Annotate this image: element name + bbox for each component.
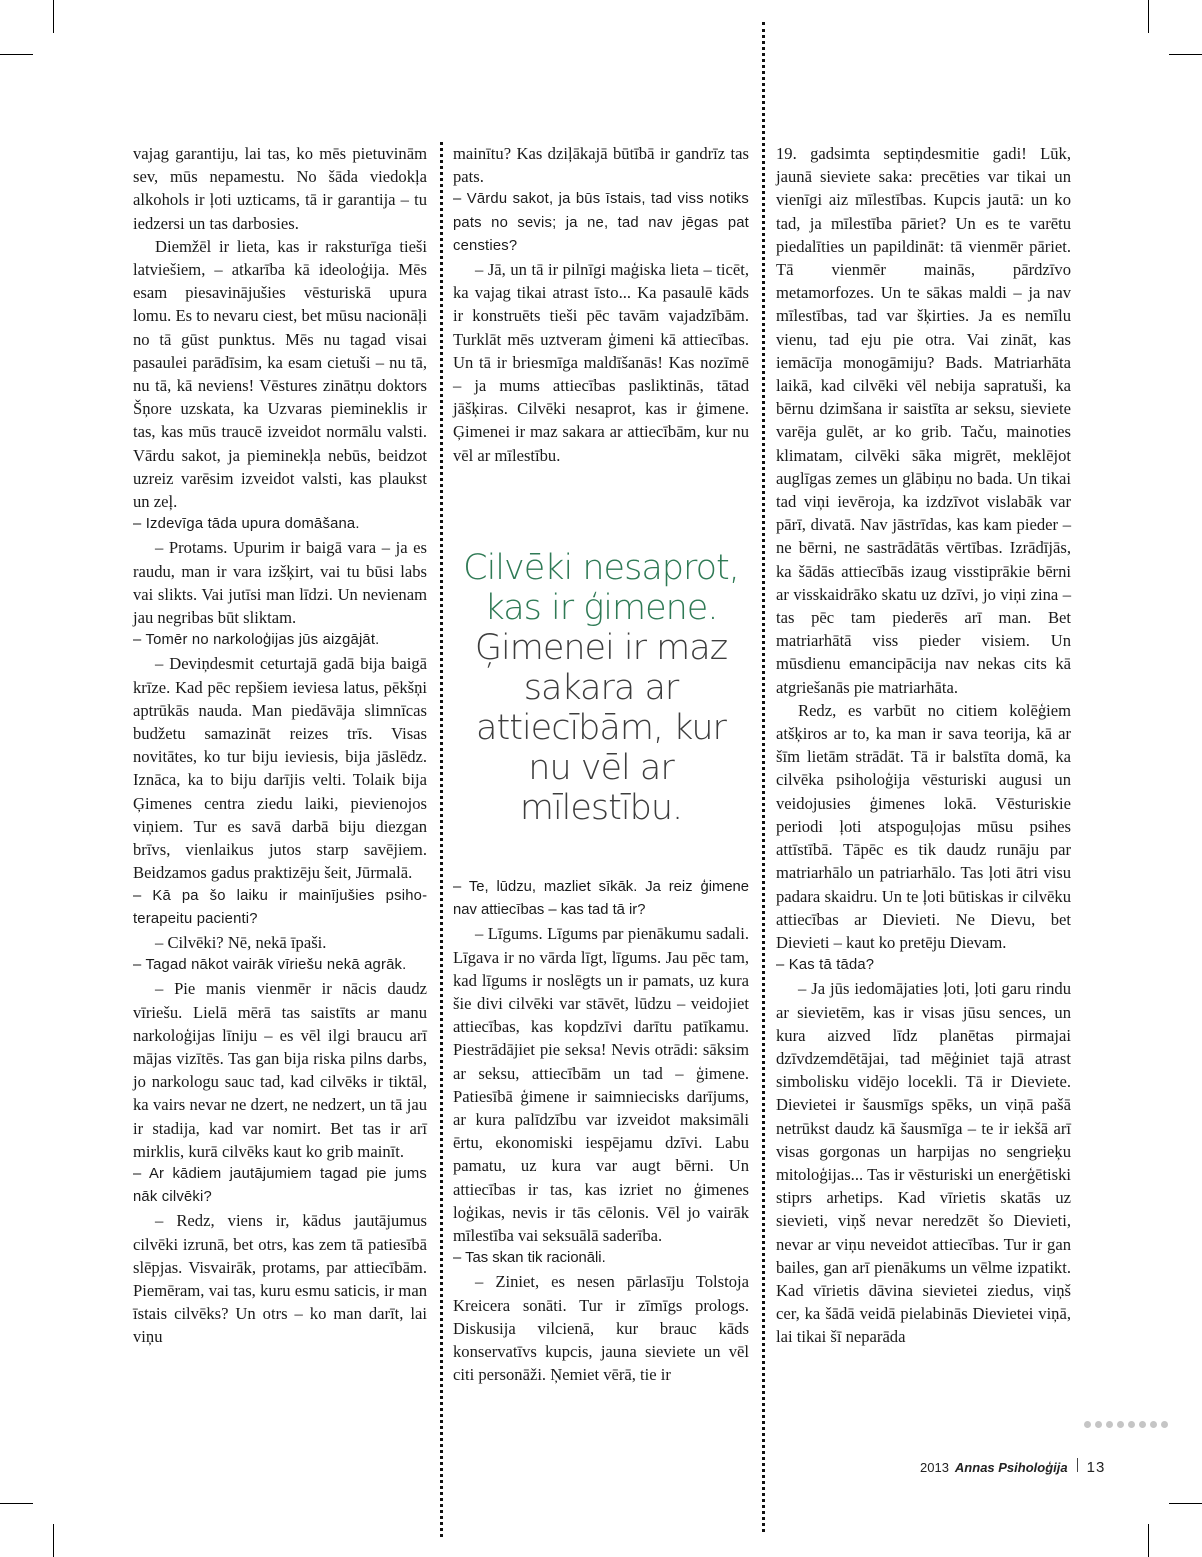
crop-mark — [53, 0, 54, 33]
paragraph: vajag garantiju, lai tas, ko mēs pietuvinām sev, mūs nepamestu. No šāda viedokļa alkohols ir ļoti uzticams, tā ir garantija – tu iedzersi un tas darbosies. — [133, 144, 427, 233]
interview-question: – Izdevīga tāda upura domāšana. — [133, 513, 427, 536]
interview-question: – Tagad nākot vairāk vīriešu nekā agrāk. — [133, 954, 427, 977]
dot — [1139, 1421, 1146, 1428]
crop-mark — [1148, 1524, 1149, 1557]
paragraph: – Ja jūs iedomājaties ļoti, ļoti garu rindu ar sievietēm, kas ir visas jūsu sences, un kura aizved līdz planētas pirmajai dzīvdzemdētājai, tad mēģiniet tajā atrast simbolisku vidējo locekli. Tā ir Dieviete. Dievietei ir šausmīgs spēks, un viņā pašā netrūkst daudz kā šausmīga – te ir iekšā arī visas gorgonas un harpijas no sengrieķu mitoloģijas... Tas ir vēsturiski un enerģētiski stiprs arhetips. Kad vīrietis skatās uz sievieti, viņš nevar neredzēt šo Dievieti, nevar ar viņu neveidot attiecības. Tur ir gan bailes, gan arī pienākums un vēlme izpatikt. Kad vīrietis dāvina sievietei ziedus, viņš cer, ka šādā veidā pielabinās Dievietei viņā, lai tikai šī neparāda — [776, 979, 1071, 1347]
crop-mark — [1148, 0, 1149, 33]
crop-mark — [53, 1524, 54, 1557]
crop-mark — [1169, 54, 1202, 55]
page-number: 13 — [1086, 1459, 1106, 1476]
interview-question: – Vārdu sakot, ja būs īstais, tad viss notiks pats no sevis; ja ne, tad nav jēgas pat censties? — [453, 188, 749, 258]
interview-question: – Ar kādiem jautājumiem tagad pie jums nāk cilvēki? — [133, 1163, 427, 1209]
paragraph: mainītu? Kas dziļākajā būtībā ir gandrīz tas pats. — [453, 144, 749, 187]
paragraph: 19. gadsimta septiņdesmitie gadi! Lūk, jaunā sieviete saka: precēties var tikai un vienīgi aiz mīlestības. Kupcis jautā: un ko tad, ja mīlestība pāriet? Un es te varētu piedalīties un papildināt: tā vienmēr pāriet. Tā vienmēr mainās, pārdzīvo metamorfozes. Un te sākas maldi – ja nav mīlestības, tad var šķirties. Ja es nemīlu vienu, tad eju pie otra. Vai zināt, kas iemācīja monogāmiju? Bads. Matriarhāta laikā, kad cilvēki vēl nebija sapratuši, ka bērnu dzimšana ir saistīta ar seksu, sieviete varēja gulēt, ar ko grib. Taču, mainoties klimatam, cilvēki sāka migrēt, meklējot auglīgas zemes un glābiņu no bada. Un tikai tad viņi ievēroja, ka izdzīvot vislabāk var pārī, divatā. Nav jāstrīdas, kas kam pieder – ne bērni, ne sastrādātās vērtības. Izrādījās, ka šādās attiecībās izaug visstiprākie bērni ar visskaidrāko skatu uz dzīvi, jo viņi zina – tas pēc tam piederēs arī man. Bet matriarhātā viss pieder visiem. Un mūsdienu emancipācija nav nekas cits kā atgriešanās pie matriarhāta. — [776, 144, 1071, 697]
pull-quote — [453, 548, 749, 828]
footer-separator — [1077, 1458, 1078, 1472]
dot — [1161, 1421, 1168, 1428]
column-divider-left — [440, 142, 443, 1537]
page-footer — [920, 1458, 1105, 1476]
interview-question: – Tas skan tik racionāli. — [453, 1247, 749, 1270]
paragraph: Redz, es varbūt no citiem kolēģiem atšķiros ar to, ka man ir sava teorija, kā ar šīm lietām strādāt. Tā ir balstīta domā, ka cilvēka psiholoģija vēsturiski augusi un veidojusies ģimenes lokā. Vēsturiskie periodi ļoti atspoguļojas mūsu psihes attīstībā. Tāpēc es tik daudz runāju par matriarhālo un patriarhālo. Tas ļoti ātri visu padara skaidru. Un te ļoti būtiskas ir cilvēku attiecības ar Dievieti. Ne Dievu, bet Dievieti – kaut ko pretēju Dievam. — [776, 700, 1071, 952]
pull-quote-highlight: Cilvēki nesaprot, kas ir ģimene. — [463, 548, 739, 628]
dot — [1106, 1421, 1113, 1428]
paragraph: – Līgums. Līgums par pienākumu sadali. Līgava ir no vārda līgt, līgums. Jau pēc tam, kad līgums ir noslēgts un ir pamats, uz kura šie divi cilvēki var stāvēt, lūdzu – veidojiet attiecības, kas kopdzīvi darītu patīkamu. Piestrādājiet pie seksa! Nevis otrādi: sāksim ar seksu, attiecībām un tad – ģimene. Patiesībā ģimene ir saimniecisks darījums, ar kura palīdzību var izveidot maksimāli ērtu, ekonomiski iespējamu dzīvi. Labu pamatu, uz kura var augt bērni. Un attiecības ir tas, kas izriet no ģimenes loģikas, nevis ir tās cēlonis. Vēl jo vairāk mīlestība vai seksuālā saderība. — [453, 924, 749, 1246]
dot — [1117, 1421, 1124, 1428]
interview-question: – Kā pa šo laiku ir mainījušies psihoterapeitu pacienti? — [133, 885, 427, 931]
interview-question: – Kas tā tāda? — [776, 954, 1071, 977]
text-column-1 — [133, 142, 427, 1349]
paragraph: – Deviņdesmit ceturtajā gadā bija baigā krīze. Kad pēc repšiem ieviesa latus, pēkšņi aptrūkās nauda. Man piedāvāja slimnīcas budžetu samazināt reizes trīs. Visas novitātes, ko tur biju ieviesis, bija jāslēdz. Iznāca, ka to biju darījis velti. Tolaik bija Ģimenes centra ziedu laiki, pievienojos viņiem. Tur es savā darbā biju diezgan brīvs, vienlaikus jutos starp savējiem. Beidzamos gadus praktizēju šeit, Jūrmalā. — [133, 654, 427, 883]
text-column-2-bottom — [453, 876, 749, 1386]
paragraph: – Protams. Upurim ir baigā vara – ja es raudu, man ir vara izšķirt, vai tu būsi labs vai slikts. Vai jutīsi man līdzi. Un nevienam jau negribas būt sliktam. — [133, 538, 427, 628]
paragraph: Diemžēl ir lieta, kas ir raksturīga tieši latviešiem, – atkarība kā ideoloģija. Mēs esam piesavinājušies vēsturiskā upura lomu. Es to nevaru ciest, bet mūsu nacionāļi no tā gūst punktus. Mēs nu tagad visai pasaulei parādīsim, ka esam cietuši – nu tā, nu tā, kā neviens! Vēstures zinātņu doktors Šņore uzskata, ka Uzvaras piemineklis ir tas, kas mūs traucē izveidot normālu valsti. Vārdu sakot, ja pieminekļa nebūs, beidzot uzreiz varēsim izveidot valsti, kas plaukst un zeļ. — [133, 236, 427, 512]
paragraph: – Redz, viens ir, kādus jautājumus cilvēki izrunā, bet otrs, kas zem tā patiesībā slēpjas. Visvairāk, protams, par attiecībām. Piemēram, vai tas, kuru esmu saticis, ir man īstais cilvēks? Un otrs – ko man darīt, lai viņu — [133, 1211, 427, 1347]
interview-question: – Tomēr no narkoloģijas jūs aizgājāt. — [133, 629, 427, 652]
pull-quote-body: Ģimenei ir maz sakara ar attiecībām, kur nu vēl ar mīlestību. — [474, 628, 728, 828]
text-column-2-top — [453, 142, 749, 467]
dot — [1095, 1421, 1102, 1428]
text-column-3 — [776, 142, 1071, 1349]
dot — [1150, 1421, 1157, 1428]
dot — [1128, 1421, 1135, 1428]
footer-magazine-name: Annas Psiholoģija — [954, 1460, 1068, 1475]
column-divider-right — [762, 22, 765, 1532]
crop-mark — [1169, 1503, 1202, 1504]
footer-year: 2013 — [920, 1460, 949, 1475]
paragraph: – Cilvēki? Nē, nekā īpaši. — [155, 932, 327, 952]
interview-question: – Te, lūdzu, mazliet sīkāk. Ja reiz ģimene nav attiecības – kas tad tā ir? — [453, 876, 749, 922]
paragraph: – Ziniet, es nesen pārlasīju Tolstoja Kreicera sonāti. Tur ir zīmīgs prologs. Diskusija vilcienā, kur brauc kāds konservatīvs kupcis, jauna sieviete un vēl citi personāži. Ņemiet vērā, tie ir — [453, 1272, 749, 1385]
paragraph: – Pie manis vienmēr ir nācis daudz vīriešu. Lielā mērā tas saistīts ar manu narkoloģijas līniju – es vēl ilgi braucu arī mājas vizītēs. Tas gan bija riska pilns darbs, jo narkologu sauc tad, kad cilvēks ir tiktāl, ka vairs nevar ne dzert, ne nedzert, un tā jau ir stadija, kad var nomirt. Bet tas ir arī mirklis, kurā cilvēks kaut ko grib mainīt. — [133, 979, 427, 1161]
crop-mark — [0, 54, 33, 55]
continuation-dots — [1084, 1421, 1168, 1428]
dot — [1084, 1421, 1091, 1428]
crop-mark — [0, 1503, 33, 1504]
paragraph: – Jā, un tā ir pilnīgi maģiska lieta – ticēt, ka vajag tikai atrast īsto... Ka pasaulē kāds ir konstruēts tieši pēc tavām vajadzībām. Turklāt mēs uztveram ģimeni kā attiecības. Un tā ir briesmīga maldīšanās! Kas nozīmē – ja mums attiecības pasliktinās, tātad jāšķiras. Cilvēki nesaprot, kas ir ģimene. Ģimenei ir maz sakara ar attiecībām, kur nu vēl ar mīlestību. — [453, 260, 749, 465]
